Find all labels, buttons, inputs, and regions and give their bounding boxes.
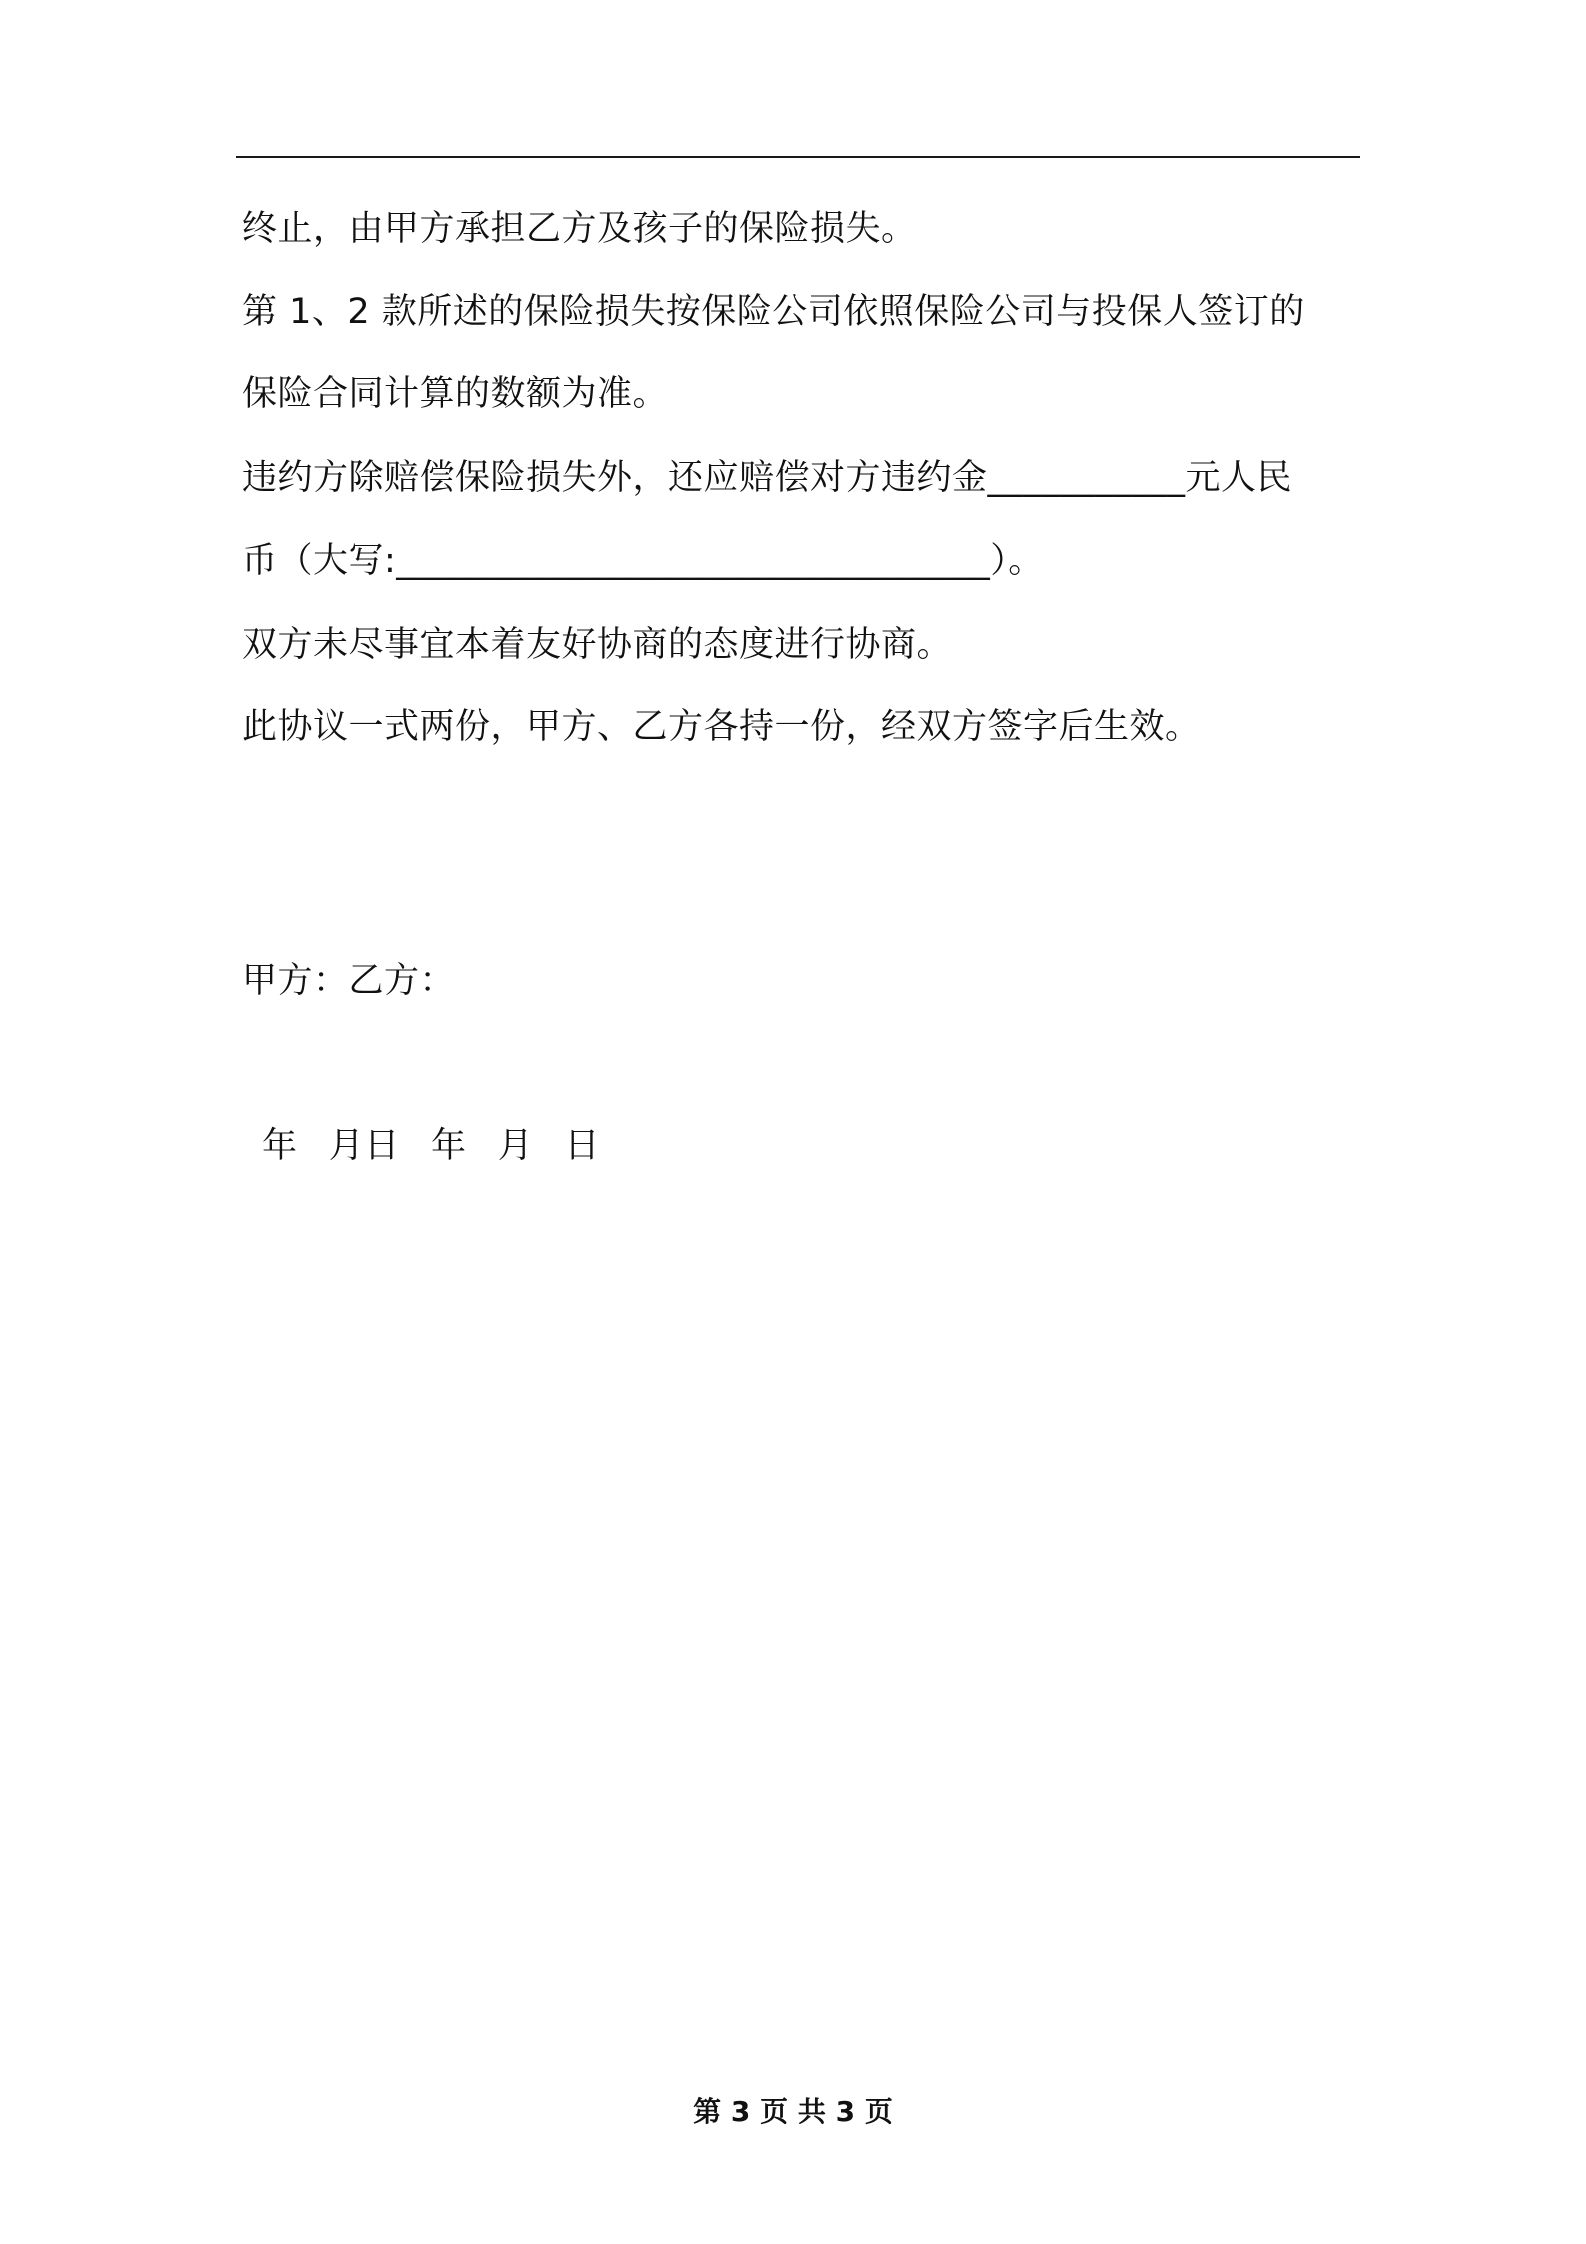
paragraph-line: 第 1、2 款所述的保险损失按保险公司依照保险公司与投保人签订的 — [242, 292, 1305, 332]
paragraph-line: 此协议一式两份，甲方、乙方各持一份，经双方签字后生效。 — [242, 707, 1201, 747]
paragraph-line: 终止，由甲方承担乙方及孩子的保险损失。 — [242, 209, 917, 249]
paragraph-line: 币（大写:_________________________________）。 — [242, 541, 1044, 581]
paragraph-line: 双方未尽事宜本着友好协商的态度进行协商。 — [242, 625, 953, 665]
page-footer: 第 3 页 共 3 页 — [693, 2095, 893, 2128]
date-line-text: 年 月日 年 月 日 — [262, 1126, 601, 1166]
paragraph-line: 违约方除赔偿保险损失外，还应赔偿对方违约金___________元人民 — [242, 458, 1293, 498]
paragraph-line: 保险合同计算的数额为准。 — [242, 374, 669, 414]
date-line — [262, 1124, 600, 1168]
header-rule — [236, 156, 1360, 158]
signature-line: 甲方：乙方： — [242, 961, 456, 1001]
